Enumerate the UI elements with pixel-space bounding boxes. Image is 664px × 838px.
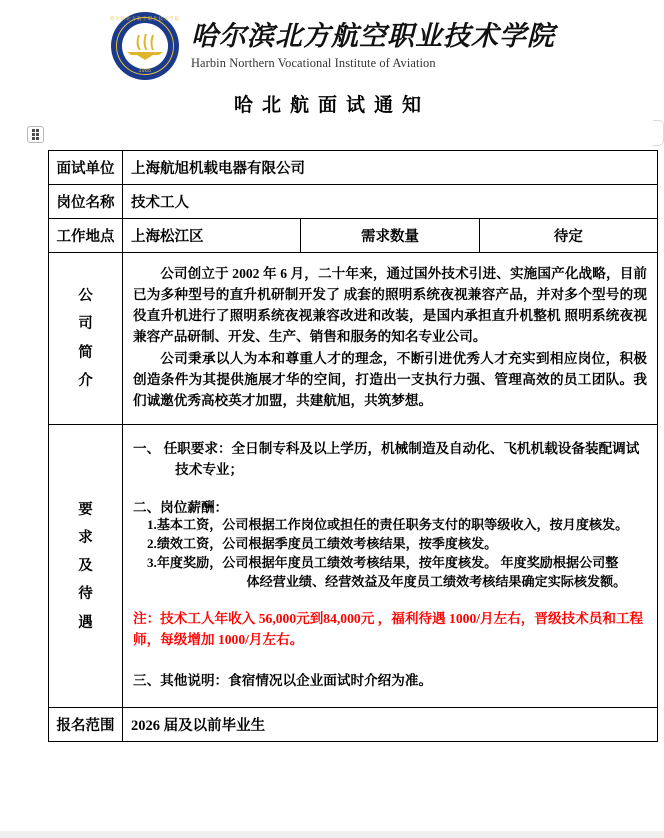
crest-wing-emblem [126, 34, 164, 60]
requirement-heading-line2: 技术专业； [175, 461, 244, 477]
salary-heading: 二、岗位薪酬： [133, 500, 229, 516]
value-headcount: 待定 [479, 219, 657, 253]
interview-notice-table [48, 150, 658, 742]
label-headcount: 需求数量 [301, 219, 479, 253]
label-char-0: 要 [78, 501, 93, 518]
school-name-block [191, 21, 555, 70]
label-scope: 报名范围 [49, 707, 123, 741]
table-row-position [49, 185, 658, 219]
profile-paragraph-2: 公司秉承以人为本和尊重人才的理念，不断引进优秀人才充实到相应岗位，积极创造条件为其提供施展才华的空间，打造出一支执行力强、管理高效的员工团队。我们诚邀优秀高校英才加盟，共建航旭，共筑梦想。 [133, 351, 647, 409]
table-row-requirements [49, 425, 658, 708]
table-move-handle[interactable] [27, 126, 44, 143]
company-profile-content [123, 253, 658, 425]
salary-item-2: 2.绩效工资，公司根据季度员工绩效考核结果，按季度核发。 [147, 536, 498, 552]
label-company-profile [49, 253, 123, 425]
label-location: 工作地点 [49, 219, 123, 253]
table-row-company [49, 151, 658, 185]
label-company: 面试单位 [49, 151, 123, 185]
value-location: 上海松江区 [123, 219, 301, 253]
requirement-heading-line1: 一、 任职要求：全日制专科及以上学历，机械制造及自动化、飞机机载设备装配调试 [133, 441, 640, 457]
page-bottom-strip [0, 831, 664, 838]
table-row-location [49, 219, 658, 253]
school-name-en: Harbin Northern Vocational Institute of Aviation [191, 55, 436, 70]
salary-item-1: 1.基本工资，公司根据工作岗位或担任的责任职务支付的职等级收入，按月度核发。 [147, 517, 629, 533]
crest-year: 1985 [138, 68, 152, 74]
label-char-1: 求 [78, 529, 93, 546]
right-edge-handle[interactable] [653, 120, 664, 146]
salary-note: 注：技术工人年收入 56,000元到84,000元 ，福利待遇 1000/月左右，晋级技术员和工程师，每级增加 1000/月左右。 [133, 611, 644, 647]
label-char-3: 待 [78, 586, 93, 603]
salary-item-3-line1: 3.年度奖励，公司根据年度员工绩效考核结果，按年度核发。 年度奖励根据公司整 [147, 555, 619, 571]
table-row-scope [49, 707, 658, 741]
grid-dots-icon [32, 129, 39, 140]
label-char-1: 司 [78, 316, 93, 333]
label-char-3: 介 [78, 372, 93, 389]
value-position: 技术工人 [123, 185, 658, 219]
other-note: 三、其他说明：食宿情况以企业面试时介绍为准。 [133, 672, 433, 688]
crest-arc-text: 哈尔滨北方航空职业技术学院 [109, 16, 181, 21]
label-char-0: 公 [78, 288, 93, 305]
value-company: 上海航旭机载电器有限公司 [123, 151, 658, 185]
requirement-heading [133, 439, 647, 480]
page-title: 哈北航面试通知 [233, 95, 430, 116]
school-crest-icon [109, 10, 181, 82]
letterhead [0, 0, 664, 82]
table-row-company-profile [49, 253, 658, 425]
salary-item-3 [147, 554, 647, 592]
label-position: 岗位名称 [49, 185, 123, 219]
salary-item-3-line2: 体经营业绩、经营效益及年度员工绩效考核结果确定实际核发额。 [246, 574, 627, 590]
value-scope: 2026 届及以前毕业生 [123, 707, 658, 741]
label-char-2: 及 [78, 558, 93, 575]
label-char-4: 遇 [78, 614, 93, 631]
label-requirements [49, 425, 123, 708]
requirements-content [123, 425, 658, 708]
profile-paragraph-1: 公司创立于 2002 年 6 月，二十年来，通过国外技术引进、实施国产化战略，目前已为多种型号的直升机研制开发了 成套的照明系统夜视兼容产品，并对多个型号的现役直升机进行了照明系统夜视兼容改进和改装，是国内承担直升机整机 照明系统夜视兼容产品研制、开发、生产、销售和服务的知名专业公司。 [133, 266, 647, 345]
label-char-2: 简 [78, 344, 93, 361]
school-name-cn: 哈尔滨北方航空职业技术学院 [191, 21, 555, 52]
